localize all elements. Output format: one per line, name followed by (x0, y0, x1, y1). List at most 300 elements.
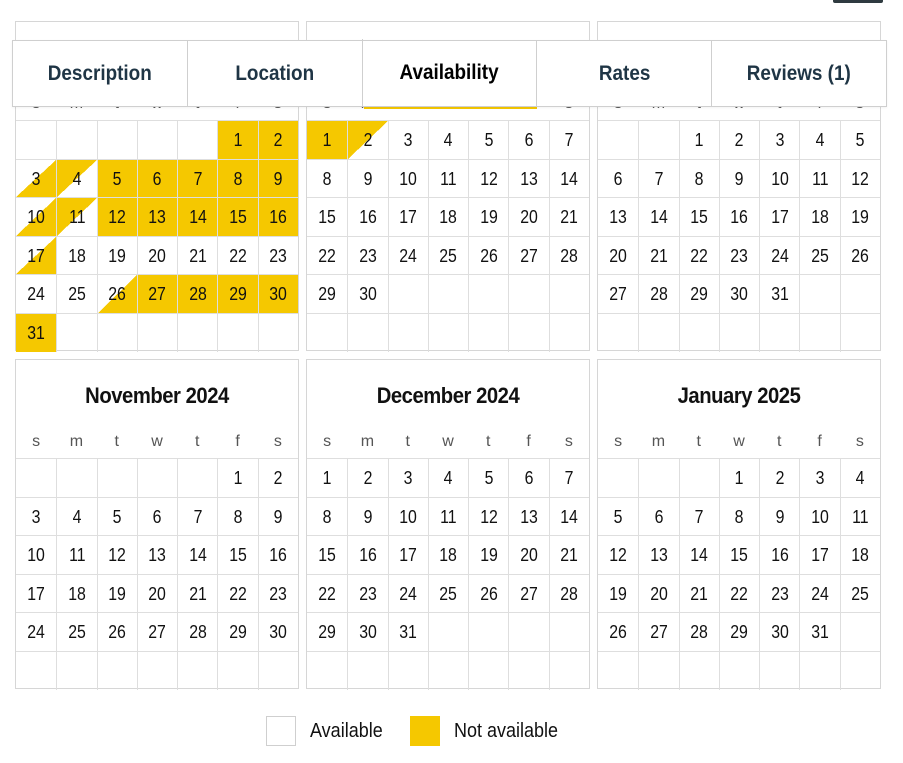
calendar-day[interactable] (217, 612, 257, 651)
calendar-day[interactable] (638, 236, 678, 275)
calendar-day[interactable] (97, 197, 137, 236)
empty-day-cell (388, 313, 428, 352)
calendar-day[interactable] (347, 458, 387, 497)
day-number: 10 (399, 506, 418, 527)
calendar-day[interactable] (598, 274, 638, 313)
legend-available-swatch (266, 716, 296, 746)
calendar-day[interactable] (598, 535, 638, 574)
calendar-day[interactable] (679, 274, 719, 313)
calendar-day[interactable] (799, 497, 839, 536)
calendar-day[interactable] (759, 497, 799, 536)
day-number: 5 (112, 506, 122, 527)
day-number: 3 (31, 506, 41, 527)
empty-day-cell (307, 313, 347, 352)
calendar-day[interactable] (428, 458, 468, 497)
day-number: 20 (148, 583, 167, 604)
calendar-day[interactable] (177, 274, 217, 313)
calendar-day[interactable] (759, 574, 799, 613)
calendar-day[interactable] (258, 535, 298, 574)
calendar-day[interactable] (719, 120, 759, 159)
calendar-day[interactable] (840, 236, 880, 275)
calendar-day[interactable] (137, 197, 177, 236)
calendar-day[interactable] (347, 159, 387, 198)
calendar-day[interactable] (347, 574, 387, 613)
day-number: 3 (775, 130, 785, 150)
calendar-day[interactable] (638, 497, 678, 536)
empty-day-cell (97, 120, 137, 159)
calendar-day[interactable] (388, 120, 428, 159)
day-number: 3 (403, 130, 413, 150)
calendar-day[interactable] (307, 120, 347, 159)
empty-day-cell (598, 120, 638, 159)
top-corner-button[interactable] (833, 0, 883, 3)
day-number: 17 (399, 545, 418, 566)
day-number: 3 (31, 168, 41, 189)
calendar-day[interactable] (56, 612, 96, 651)
day-number: 20 (650, 583, 668, 604)
calendar-day[interactable] (177, 497, 217, 536)
calendar-day[interactable] (307, 159, 347, 198)
day-number: 25 (439, 245, 458, 266)
day-grid (598, 120, 880, 352)
calendar-day[interactable] (508, 535, 548, 574)
calendar-day[interactable] (719, 497, 759, 536)
day-number: 10 (27, 207, 45, 228)
day-number: 7 (564, 130, 574, 150)
calendar-day[interactable] (508, 458, 548, 497)
calendar-day[interactable] (217, 120, 257, 159)
calendar-day[interactable] (508, 574, 548, 613)
calendar-day[interactable] (177, 159, 217, 198)
day-number: 4 (855, 468, 865, 488)
calendar-day[interactable] (307, 574, 347, 613)
calendar-day[interactable] (16, 612, 56, 651)
calendar-day[interactable] (97, 274, 137, 313)
day-number: 7 (564, 468, 574, 488)
calendar-day[interactable] (347, 197, 387, 236)
calendar-day[interactable] (840, 159, 880, 198)
calendar-day[interactable] (347, 274, 387, 313)
calendar-day[interactable] (177, 236, 217, 275)
tab-availability[interactable] (362, 39, 537, 106)
empty-day-cell (217, 651, 257, 690)
empty-day-cell (428, 651, 468, 690)
calendar-day[interactable] (549, 574, 589, 613)
calendar-day[interactable] (759, 458, 799, 497)
calendar-day[interactable] (56, 574, 96, 613)
calendar-day[interactable] (217, 458, 257, 497)
calendar-day[interactable] (638, 197, 678, 236)
calendar-day[interactable] (16, 535, 56, 574)
calendar-day[interactable] (16, 313, 56, 352)
calendar-day[interactable] (258, 497, 298, 536)
day-number: 15 (229, 207, 247, 228)
empty-day-cell (428, 612, 468, 651)
calendar-day[interactable] (258, 274, 298, 313)
weekday-header-row (598, 426, 880, 458)
empty-day-cell (719, 313, 759, 352)
calendar-day[interactable] (16, 236, 56, 275)
calendar-day[interactable] (217, 535, 257, 574)
calendar-day[interactable] (347, 535, 387, 574)
calendar-day[interactable] (347, 120, 387, 159)
month-calendar (597, 359, 881, 689)
calendar-day[interactable] (217, 274, 257, 313)
day-number: 31 (811, 622, 829, 643)
day-number: 12 (479, 168, 498, 189)
calendar-day[interactable] (258, 574, 298, 613)
calendar-day[interactable] (258, 159, 298, 198)
calendar-day[interactable] (799, 458, 839, 497)
calendar-day[interactable] (759, 120, 799, 159)
calendar-day[interactable] (468, 197, 508, 236)
calendar-day[interactable] (468, 159, 508, 198)
day-number: 14 (690, 545, 709, 566)
calendar-day[interactable] (759, 535, 799, 574)
calendar-day[interactable] (719, 612, 759, 651)
empty-day-cell (759, 651, 799, 690)
calendar-day[interactable] (799, 120, 839, 159)
day-number: 25 (811, 245, 829, 266)
calendar-day[interactable] (799, 159, 839, 198)
calendar-day[interactable] (508, 197, 548, 236)
calendar-day[interactable] (388, 236, 428, 275)
calendar-day[interactable] (759, 612, 799, 651)
calendar-day[interactable] (468, 120, 508, 159)
empty-day-cell (428, 313, 468, 352)
day-number: 5 (112, 168, 122, 189)
day-number: 8 (694, 168, 704, 189)
calendar-day[interactable] (468, 497, 508, 536)
calendar-day[interactable] (508, 497, 548, 536)
day-number: 2 (273, 130, 283, 150)
calendar-day[interactable] (549, 535, 589, 574)
calendar-day[interactable] (549, 120, 589, 159)
calendar-day[interactable] (388, 458, 428, 497)
day-number: 18 (851, 545, 870, 566)
empty-day-cell (388, 274, 428, 313)
calendar-day[interactable] (679, 612, 719, 651)
calendar-day[interactable] (258, 236, 298, 275)
weekday-label: w (151, 433, 163, 450)
calendar-day[interactable] (799, 236, 839, 275)
day-number: 1 (694, 130, 704, 150)
calendar-day[interactable] (759, 197, 799, 236)
calendar-day[interactable] (679, 497, 719, 536)
day-number: 27 (520, 583, 538, 604)
calendar-day[interactable] (799, 612, 839, 651)
calendar-day[interactable] (428, 497, 468, 536)
day-number: 27 (148, 622, 167, 643)
day-number: 21 (560, 545, 579, 566)
calendar-day[interactable] (468, 458, 508, 497)
calendar-day[interactable] (549, 236, 589, 275)
empty-day-cell (679, 458, 719, 497)
day-number: 3 (403, 468, 413, 488)
calendar-day[interactable] (719, 236, 759, 275)
day-number: 9 (273, 168, 283, 189)
weekday-label: s (32, 433, 41, 450)
day-number: 2 (273, 468, 283, 488)
day-number: 8 (233, 506, 243, 527)
calendar-day[interactable] (468, 535, 508, 574)
calendar-day[interactable] (508, 236, 548, 275)
day-number: 4 (72, 506, 82, 527)
calendar-day[interactable] (840, 497, 880, 536)
calendar-day[interactable] (388, 497, 428, 536)
day-number: 23 (770, 583, 789, 604)
calendar-day[interactable] (549, 458, 589, 497)
day-number: 14 (188, 545, 207, 566)
calendar-day[interactable] (598, 612, 638, 651)
empty-day-cell (388, 651, 428, 690)
weekday-label: f (817, 433, 822, 450)
calendar-day[interactable] (840, 458, 880, 497)
calendar-day[interactable] (598, 236, 638, 275)
calendar-day[interactable] (56, 197, 96, 236)
calendar-day[interactable] (217, 497, 257, 536)
calendar-day[interactable] (137, 612, 177, 651)
calendar-day[interactable] (468, 236, 508, 275)
empty-day-cell (840, 274, 880, 313)
calendar-day[interactable] (97, 159, 137, 198)
calendar-day[interactable] (428, 574, 468, 613)
calendar-day[interactable] (638, 535, 678, 574)
calendar-day[interactable] (638, 574, 678, 613)
calendar-day[interactable] (56, 236, 96, 275)
day-number: 20 (609, 245, 627, 266)
calendar-day[interactable] (16, 197, 56, 236)
calendar-day[interactable] (549, 497, 589, 536)
calendar-day[interactable] (679, 535, 719, 574)
calendar-day[interactable] (217, 574, 257, 613)
calendar-day[interactable] (217, 159, 257, 198)
calendar-day[interactable] (508, 159, 548, 198)
empty-day-cell (799, 313, 839, 352)
calendar-day[interactable] (468, 574, 508, 613)
legend-not-available-label: Not available (454, 720, 559, 742)
day-number: 17 (27, 245, 45, 266)
calendar-day[interactable] (679, 574, 719, 613)
calendar-day[interactable] (97, 497, 137, 536)
calendar-day[interactable] (719, 535, 759, 574)
day-grid (598, 458, 880, 690)
day-number: 25 (68, 622, 86, 643)
calendar-day[interactable] (217, 197, 257, 236)
calendar-day[interactable] (719, 197, 759, 236)
calendar-day[interactable] (258, 120, 298, 159)
calendar-day[interactable] (97, 574, 137, 613)
calendar-day[interactable] (258, 458, 298, 497)
tab-bar (12, 40, 887, 107)
weekday-label: m (360, 433, 375, 450)
day-number: 8 (735, 506, 744, 527)
calendar-day[interactable] (508, 120, 548, 159)
empty-day-cell (549, 313, 589, 352)
weekday-label: m (69, 433, 84, 450)
day-number: 13 (148, 545, 167, 566)
calendar-day[interactable] (598, 497, 638, 536)
day-number: 10 (27, 545, 45, 566)
calendar-day[interactable] (840, 197, 880, 236)
calendar-day[interactable] (307, 236, 347, 275)
calendar-day[interactable] (598, 159, 638, 198)
calendar-day[interactable] (388, 535, 428, 574)
day-number: 16 (770, 545, 789, 566)
calendar-day[interactable] (177, 612, 217, 651)
calendar-day[interactable] (307, 458, 347, 497)
calendar-day[interactable] (428, 197, 468, 236)
calendar-day[interactable] (217, 236, 257, 275)
day-number: 2 (775, 468, 785, 488)
calendar-day[interactable] (137, 159, 177, 198)
empty-day-cell (97, 313, 137, 352)
day-number: 11 (811, 168, 829, 189)
day-number: 8 (322, 506, 332, 527)
calendar-day[interactable] (428, 236, 468, 275)
calendar-day[interactable] (347, 497, 387, 536)
calendar-day[interactable] (719, 274, 759, 313)
calendar-day[interactable] (137, 535, 177, 574)
calendar-day[interactable] (56, 274, 96, 313)
day-number: 15 (318, 545, 336, 566)
day-number: 28 (560, 245, 579, 266)
calendar-day[interactable] (16, 159, 56, 198)
tab-reviews[interactable] (711, 41, 886, 106)
calendar-day[interactable] (719, 159, 759, 198)
calendar-day[interactable] (549, 197, 589, 236)
calendar-day[interactable] (719, 574, 759, 613)
day-number: 24 (399, 245, 418, 266)
day-number: 30 (730, 284, 749, 305)
tab-rates[interactable] (536, 41, 711, 106)
calendar-day[interactable] (258, 197, 298, 236)
calendar-day[interactable] (388, 197, 428, 236)
empty-day-cell (679, 651, 719, 690)
day-number: 6 (654, 506, 664, 527)
calendar-day[interactable] (799, 197, 839, 236)
calendar-day[interactable] (799, 574, 839, 613)
day-number: 22 (318, 245, 336, 266)
day-number: 1 (322, 468, 332, 488)
calendar-day[interactable] (598, 574, 638, 613)
calendar-day[interactable] (307, 497, 347, 536)
calendar-day[interactable] (97, 535, 137, 574)
calendar-day[interactable] (307, 274, 347, 313)
day-number: 9 (363, 168, 373, 189)
calendar-day[interactable] (388, 574, 428, 613)
calendar-day[interactable] (177, 197, 217, 236)
empty-day-cell (508, 313, 548, 352)
calendar-day[interactable] (56, 535, 96, 574)
calendar-day[interactable] (258, 612, 298, 651)
calendar-day[interactable] (16, 574, 56, 613)
calendar-day[interactable] (56, 159, 96, 198)
empty-day-cell (840, 313, 880, 352)
calendar-day[interactable] (759, 236, 799, 275)
calendar-day[interactable] (719, 458, 759, 497)
calendar-day[interactable] (679, 120, 719, 159)
calendar-day[interactable] (137, 236, 177, 275)
calendar-day[interactable] (56, 497, 96, 536)
calendar-day[interactable] (307, 197, 347, 236)
day-number: 30 (359, 622, 377, 643)
tab-location[interactable] (187, 41, 362, 106)
day-number: 13 (148, 207, 167, 228)
calendar-day[interactable] (679, 197, 719, 236)
day-number: 8 (322, 168, 332, 189)
day-number: 25 (439, 583, 458, 604)
day-number: 5 (484, 468, 494, 488)
calendar-day[interactable] (638, 159, 678, 198)
calendar-day[interactable] (638, 612, 678, 651)
calendar-day[interactable] (137, 574, 177, 613)
day-number: 19 (479, 545, 498, 566)
calendar-day[interactable] (598, 197, 638, 236)
empty-day-cell (16, 120, 56, 159)
empty-day-cell (16, 651, 56, 690)
day-number: 4 (444, 468, 453, 488)
tab-description[interactable] (13, 41, 187, 106)
calendar-day[interactable] (799, 535, 839, 574)
calendar-day[interactable] (679, 236, 719, 275)
calendar-day[interactable] (307, 612, 347, 651)
calendar-day[interactable] (759, 159, 799, 198)
legend (0, 716, 903, 746)
calendar-day[interactable] (638, 274, 678, 313)
calendar-day[interactable] (388, 612, 428, 651)
calendar-day[interactable] (307, 535, 347, 574)
calendar-day[interactable] (16, 274, 56, 313)
day-number: 6 (524, 468, 534, 488)
calendar-day[interactable] (347, 236, 387, 275)
day-number: 17 (811, 545, 829, 566)
day-number: 6 (153, 506, 162, 527)
day-number: 14 (188, 207, 207, 228)
calendar-day[interactable] (137, 497, 177, 536)
day-number: 21 (690, 583, 709, 604)
day-number: 10 (811, 506, 829, 527)
calendar-day[interactable] (549, 159, 589, 198)
calendar-day[interactable] (16, 497, 56, 536)
calendar-day[interactable] (840, 535, 880, 574)
weekday-label: f (235, 433, 240, 450)
day-number: 22 (690, 245, 709, 266)
calendar-day[interactable] (428, 535, 468, 574)
day-number: 11 (440, 506, 457, 527)
calendar-day[interactable] (679, 159, 719, 198)
calendar-day[interactable] (137, 274, 177, 313)
calendar-day[interactable] (840, 120, 880, 159)
calendar-day[interactable] (177, 535, 217, 574)
day-number: 11 (852, 506, 869, 527)
calendar-day[interactable] (97, 236, 137, 275)
empty-day-cell (307, 651, 347, 690)
day-number: 12 (851, 168, 870, 189)
calendar-day[interactable] (428, 120, 468, 159)
empty-day-cell (638, 458, 678, 497)
month-title: November 2024 (85, 383, 229, 408)
calendar-day[interactable] (177, 574, 217, 613)
calendar-day[interactable] (388, 159, 428, 198)
calendar-day[interactable] (428, 159, 468, 198)
day-number: 23 (730, 245, 749, 266)
calendar-day[interactable] (97, 612, 137, 651)
day-number: 27 (520, 245, 538, 266)
calendar-day[interactable] (347, 612, 387, 651)
calendar-day[interactable] (840, 574, 880, 613)
calendar-day[interactable] (759, 274, 799, 313)
